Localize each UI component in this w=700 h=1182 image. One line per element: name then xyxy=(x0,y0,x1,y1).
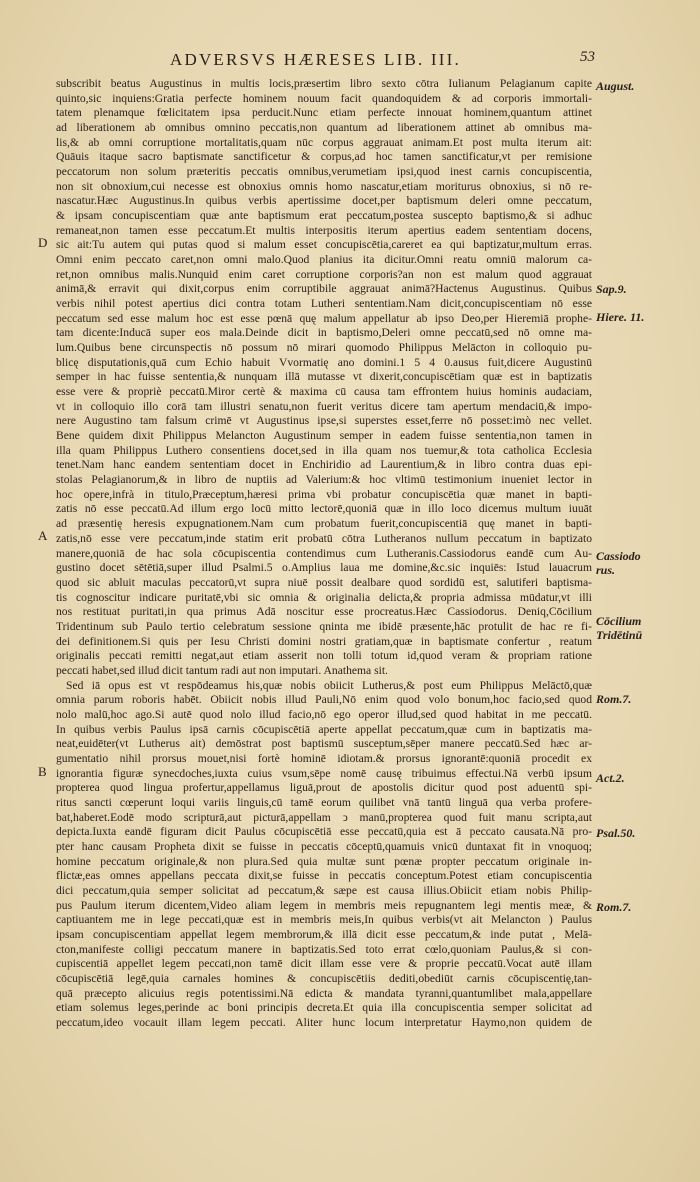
running-head: ADVERSVS HÆRESES LIB. III. xyxy=(170,50,461,69)
text-line: Tridentinum sub Paulo tertio celebratum sessione qninta me ibidē præsente,hāc protulit de hac re fi- xyxy=(56,619,592,633)
text-line: dei definitionem.Si quis per Iesu Christi domini nostri gratiam,quæ in baptismate confertur , reatum xyxy=(56,634,592,648)
text-line: illa quam Philippus Luthero consentiens docet,sed in illa quam nos tuemur,& tota catholica Ecclesia xyxy=(56,443,592,457)
text-line: bat,haberet.Eodē modo scripturā,aut picturā,appellam ͻ manū,propterea quod fuit manu scripta,aut xyxy=(56,810,592,824)
text-line: peccati habet,sed illud dicit tantum radi aut non imputari. Anathema sit. xyxy=(56,663,388,677)
text-line: propterea quod lingua profertur,appellamus liguā,prout de apostolis dicitur quod post aduentū spi- xyxy=(56,781,592,795)
text-line: quā præcepto alicuius regis potentissimi.Nā edicta & mandata tyranni,quantumlibet mala,appellare xyxy=(56,986,592,1000)
text-line: lum.Quibus bene circunspectis nō possum nō mirari quomodo Philippus Melācton in colloquio pu- xyxy=(56,341,592,355)
text-line: remaneat,non tamen esse peccatum.Et multis interpositis iterum apertius eadem sententiam docens, xyxy=(56,223,592,237)
text-line: ret,non omnibus malis.Nunquid enim caret corruptione corporis?an non est malum quod aggrauat xyxy=(56,267,592,281)
margin-note-rom7-a: Rom.7. xyxy=(596,692,632,706)
text-line: nascatur.Hæc Augustinus.In quibus verbis apertissime docet,per baptismum deleri omne peccatum, xyxy=(56,194,592,208)
text-line: homine peccatum originale,& non plura.Sed quia multæ sunt pœnæ propter peccatum originale in- xyxy=(56,854,592,868)
text-line: neat,euidēter(vt Lutherus ait) demōstrat post baptismū susceptum,sēper manere peccatū.Sed hæc ar- xyxy=(56,737,592,751)
text-line: flictæ,eas omnes appellans peccata dixit,se fuisse in peccatis conceptum.Potest etiam concupiscentia xyxy=(56,869,592,883)
text-line: gumentatio nihil prorsus mouet,nisi fortè hominē idiotam.& prorsus ignorantē:quoniā procedit ex xyxy=(56,751,592,765)
text-line: ad præsentię heresis expugnationem.Nam cum probatum fuerit,concupiscentiā quę manet in bapti- xyxy=(56,517,592,531)
text-line: nos restituat puritati,in qua primus Adā noscitur esse procreatus.Hæc Cassiodorus. Deniq,Cōcilium xyxy=(56,605,592,619)
text-line: manere,quoniā de hac sola cōcupiscentia contendimus cum Lutheranis.Cassiodorus eandē cum Au- xyxy=(56,546,592,560)
section-letter-a: A xyxy=(38,528,48,543)
text-line: quinto,sic inquiens:Gratia perfecte hominem nouum facit quandoquidem & ad corporis immortali- xyxy=(56,91,592,105)
text-line: peccatorum non solum præteritis peccatis omnibus,verumetiam ipsi,quod inest carnis concupiscentia, xyxy=(56,165,592,179)
text-line: Sed iā opus est vt respōdeamus his,quæ nobis obiicit Lutherus,& post eum Philippus Melāctō,quæ xyxy=(66,678,592,692)
text-line: pter hanc causam Propheta dixit se fuisse in peccatis cōceptū,quamuis vnicū duntaxat fit in vnoquoq; xyxy=(56,839,592,853)
text-line: semper in hac fuisse sententia,& nunquam illā mutasse vt dixerit,concupiscētiam quæ est in baptizatis xyxy=(56,370,592,384)
text-line: vt in colloquio illo corā tam illustri senatu,non fuerit veritus dicere tam apertum mendaciū,& impo- xyxy=(56,399,592,413)
text-line: nere Augustino tam falsum crimē vt Augustinus ipse,si superstes esset,ferre nō posset:imò nec vellet. xyxy=(56,414,592,428)
text-line: ignorantia figuræ synecdoches,iuxta cuius vsum,sēpe nomē causę tribuimus effectui.Nā verbū ipsum xyxy=(56,766,592,780)
margin-note-concilium: Cōcilium Tridētinū xyxy=(596,614,643,642)
margin-note-psal50: Psal.50. xyxy=(596,826,636,840)
text-line: zatis,nō esse vere peccatum,inde statim erit probatū cōtra Lutheranos nullum peccatum in baptizato xyxy=(56,531,592,545)
margin-note-rom7-b: Rom.7. xyxy=(596,900,632,914)
text-line: zatis nō esse peccatū.Ad illum ergo locū mitto lectorē,quoniā quæ in illo loco dicemus multum iuuāt xyxy=(56,502,592,516)
margin-note-act2: Act.2. xyxy=(596,771,625,785)
text-line: ad liberationem ab omnibus omnino peccatis,non quantum ad liberationem attinet ab omnibus ma- xyxy=(56,121,592,135)
text-line: tam dicente:Inducā super eos mala.Deinde dicit in baptismo,Deleri omne peccatū,sed nō omne ma- xyxy=(56,326,592,340)
text-line xyxy=(56,1031,592,1046)
margin-note-august: August. xyxy=(596,79,635,93)
text-line: omnia parum roboris habēt. Obiicit nobis illud Pauli,Nō enim quod volo bonum,hoc facio,sed quod xyxy=(56,693,592,707)
text-line: quod sic abluit maculas peccatorū,vt supra niuē possit dealbare quod sordidū est, salutiferi baptisma- xyxy=(56,575,592,589)
margin-note-hiere: Hiere. 11. xyxy=(596,310,645,324)
text-line: peccatum sed esse malum hoc est esse pœnā quę malum appellatur ab ipso Deo,per Hieremiā prophe- xyxy=(56,311,592,325)
text-line: animā,& erravit qui dixit,corpus enim corruptibile aggrauat animā?Hactenus Augustinus. Quibus xyxy=(56,282,592,296)
text-line: depicta.Iuxta eandē figuram dicit Paulus cōcupiscētiā esse peccatū,quia est ā peccato causata.Nā pro- xyxy=(56,825,592,839)
text-line: captiuantem me in lege peccati,quæ est in membris meis,In quibus verbis(vt ait Melancton ) Paulus xyxy=(56,913,592,927)
text-line: ipsam concupiscentiam appellat legem membrorum,& illā dicit esse peccatum,& inde putat , Melā- xyxy=(56,927,592,941)
text-line: lis,& ab omni corruptione mortalitatis,quam nūc corpus aggrauat animam.Et post multa iterum ait: xyxy=(56,135,592,149)
text-line: blicę disputationis,quā cum Echio habuit Vvormatię ano domini.1 5 4 0.ausus fuit,dicere Augustinū xyxy=(56,355,592,369)
text-line: pus Paulum iterum dicentem,Video aliam legem in membris meis repugnantem legi mentis meæ, & xyxy=(56,898,592,912)
text-line: dici peccatum,quia semper solicitat ad peccatum,& sæpe est causa illius.Obiicit etiam nobis Philip- xyxy=(56,883,592,897)
text-line: cton,manifeste colligi peccatum manere in baptizatis.Sed toto errat cœlo,quoniam Paulus,& si con- xyxy=(56,942,592,956)
text-line: tis cognoscitur indicare puritatē,vbi sic omnia & originalia delicta,& propria admissa mūdatur,vt illi xyxy=(56,590,592,604)
text-line: Bene quidem dixit Philippus Melancton Augustinum semper in eadem fuisse sententia,non tamen in xyxy=(56,429,592,443)
text-line: tatem plenamque fœlicitatem ipsa perducit.Nunc etiam perfecte innouat hominem,quantum attinet xyxy=(56,106,592,120)
text-line: stolas Pelagianorum,& in libro de nuptiis ad Valerium:& hoc vltimū testimonium inueniet lector in xyxy=(56,473,592,487)
text-line: Quāuis itaque sacro baptismate sanctificetur & corpus,ad hoc tamen sanctificatur,vt per remisione xyxy=(56,150,592,164)
text-line: gustino docet sētētiā,super illud Psalmi.5 o.Amplius laua me domine,&c.sic inquiēs: Istud lauacrum xyxy=(56,561,592,575)
text-line: tenet.Nam hanc eandem sententiam docet in Enchiridio ad Laurentium,& in libro contra duas epi- xyxy=(56,458,592,472)
text-line: Omni enim peccato caret,non omni malo.Quod planius ita dicitur.Omni reatu omniū malorum ca- xyxy=(56,253,592,267)
text-line: verbis nihil potest apertius dici contra totam Lutheri sententiam.Nam dicit,concupiscentiam nō esse xyxy=(56,297,592,311)
page-number: 53 xyxy=(580,49,595,65)
text-line: cupiscentiā appellet legem peccati,non tamē dicit illam esse vere & proprie peccatū.Vocat autē illam xyxy=(56,957,592,971)
text-line: sic ait:Tu autem qui putas quod si malum esset concupiscētia,careret ea qui baptizatur,multum erras. xyxy=(56,238,592,252)
text-line: ritus sancti cœperunt loqui variis linguis,cū tamē eorum quilibet vnā tantū linguā qua verba profere- xyxy=(56,795,592,809)
text-line: nolo malū,hoc ago.Si autē quod nolo illud facio,nō ego operor illud,sed quod habitat in me peccatū. xyxy=(56,707,592,721)
margin-note-cassiodorus: Cassiodo rus. xyxy=(596,549,641,577)
text-line: hoc opere,infrà in titulo,Præceptum,hæresi prima vbi probatur concupiscētia quæ manet in bapti- xyxy=(56,487,592,501)
margin-note-sap: Sap.9. xyxy=(596,282,627,296)
text-line: cōcupiscētiā legē,quia carnales homines & concupiscētiis dediti,obediūt carnis cōcupiscentię,tan- xyxy=(56,971,592,985)
text-line: esse vere & propriè peccatū.Miror certè & maxima cū causa tam effrontem huius hominis audaciam, xyxy=(56,385,592,399)
text-line: peccatum,ideo vocauit illam legem peccati. Aliter hunc locum interpretatur Haymo,non quidem de xyxy=(56,1016,592,1029)
text-line: etiam solemus leges,perinde ac boni principis decreta.Et quia illa concupiscentia semper solicitat ad xyxy=(56,1001,592,1015)
body-text xyxy=(56,77,592,1045)
section-letter-d: D xyxy=(38,235,48,250)
section-letter-b: B xyxy=(38,764,47,779)
text-line: non sit obnoxium,cui necesse est obnoxius omnis homo nascatur,etiam moriturus obnoxius, si nō re- xyxy=(56,179,592,193)
text-line: & ipsam concupiscentiam quæ ante baptismum erat peccatum,postea suscepto baptismo,& si adhuc xyxy=(56,209,592,223)
text-line: In quibus verbis Paulus ipsā carnis cōcupiscētiā aperte appellat peccatum,quæ cum in baptizatis ma- xyxy=(56,722,592,736)
text-line: subscribit beatus Augustinus in multis locis,præsertim libro sexto cōtra Iulianum Pelagianum capite xyxy=(56,77,592,90)
text-line: originalis peccati remitti negat,aut etiam asserit non tolli totum id,quod veram & propriam ratione xyxy=(56,649,592,663)
